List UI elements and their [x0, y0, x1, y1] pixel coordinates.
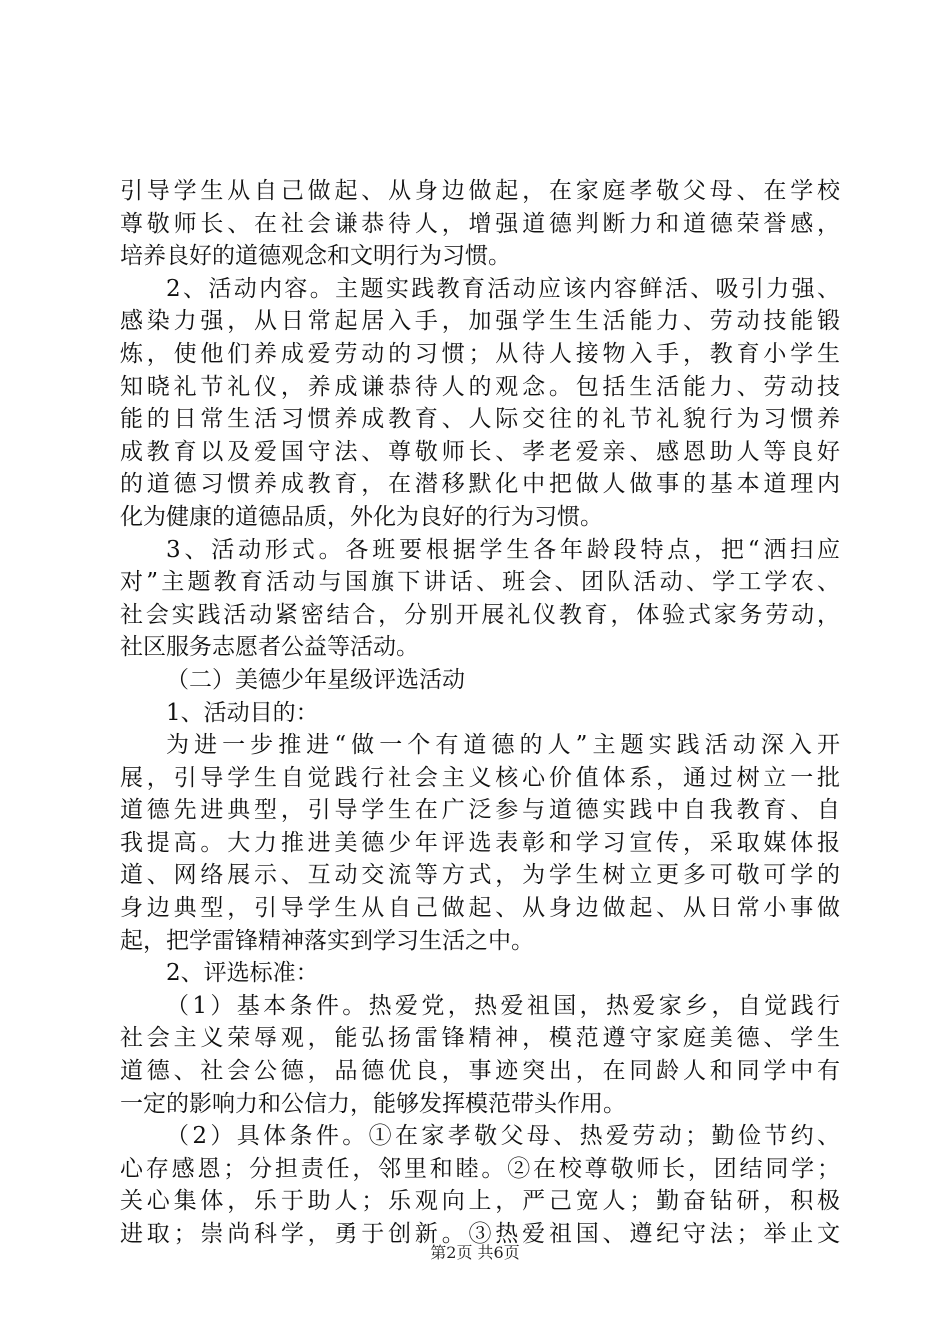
page-footer	[0, 1240, 950, 1263]
text-line: 道、网络展示、互动交流等方式，为学生树立更多可敬可学的	[120, 862, 840, 889]
text-line: 2、评选标准：	[166, 960, 319, 987]
text-line: 为进一步推进“做一个有道德的人”主题实践活动深入开	[166, 732, 840, 759]
text-line: 炼，使他们养成爱劳动的习惯；从待人接物入手，教育小学生	[120, 340, 840, 367]
text-line: 尊敬师长、在社会谦恭待人，增强道德判断力和道德荣誉感，	[120, 210, 840, 237]
text-line: 起，把学雷锋精神落实到学习生活之中。	[120, 927, 534, 954]
text-line: 社会主义荣辱观，能弘扬雷锋精神，模范遵守家庭美德、学生	[120, 1025, 840, 1052]
text-line: 心存感恩；分担责任，邻里和睦。②在校尊敬师长，团结同学；	[120, 1155, 840, 1182]
text-line: 培养良好的道德观念和文明行为习惯。	[120, 243, 511, 270]
text-line: 社会实践活动紧密结合，分别开展礼仪教育，体验式家务劳动，	[120, 601, 840, 628]
text-line: 成教育以及爱国守法、尊敬师长、孝老爱亲、感恩助人等良好	[120, 438, 840, 465]
text-line: 道德先进典型，引导学生在广泛参与道德实践中自我教育、自	[120, 797, 840, 824]
text-line: 2、活动内容。主题实践教育活动应该内容鲜活、吸引力强、	[166, 275, 840, 302]
text-line: 关心集体，乐于助人；乐观向上，严己宽人；勤奋钻研，积极	[120, 1188, 840, 1215]
text-line: 社区服务志愿者公益等活动。	[120, 634, 419, 661]
text-line: （2）具体条件。①在家孝敬父母、热爱劳动；勤俭节约、	[166, 1123, 840, 1150]
text-line: 进取；崇尚科学，勇于创新。③热爱祖国、遵纪守法；举止文	[120, 1221, 840, 1247]
text-line: 我提高。大力推进美德少年评选表彰和学习宣传，采取媒体报	[120, 829, 840, 856]
text-line: （1）基本条件。热爱党，热爱祖国，热爱家乡，自觉践行	[166, 992, 840, 1019]
text-line: 对”主题教育活动与国旗下讲话、班会、团队活动、学工学农、	[120, 569, 840, 596]
text-line: 1、活动目的：	[166, 699, 319, 726]
text-line: 道德、社会公德，品德优良，事迹突出，在同龄人和同学中有	[120, 1058, 840, 1085]
page-number-label: 第2页 共6页	[430, 1243, 520, 1262]
text-line: 感染力强，从日常起居入手，加强学生生活能力、劳动技能锻	[120, 308, 840, 335]
text-line: 引导学生从自己做起、从身边做起，在家庭孝敬父母、在学校	[120, 178, 840, 204]
text-line: 3、活动形式。各班要根据学生各年龄段特点，把“洒扫应	[166, 536, 840, 563]
text-line: 身边典型，引导学生从自己做起、从身边做起、从日常小事做	[120, 895, 840, 922]
text-line: 一定的影响力和公信力，能够发挥模范带头作用。	[120, 1090, 626, 1117]
text-line: 的道德习惯养成教育，在潜移默化中把做人做事的基本道理内	[120, 471, 840, 498]
text-line: 知晓礼节礼仪，养成谦恭待人的观念。包括生活能力、劳动技	[120, 373, 840, 400]
document-body	[120, 175, 840, 1251]
text-line: 展，引导学生自觉践行社会主义核心价值体系，通过树立一批	[120, 764, 840, 791]
text-line: 能的日常生活习惯养成教育、人际交往的礼节礼貌行为习惯养	[120, 406, 840, 433]
text-line: 化为健康的道德品质，外化为良好的行为习惯。	[120, 503, 603, 530]
text-line: （二）美德少年星级评选活动	[166, 666, 465, 693]
